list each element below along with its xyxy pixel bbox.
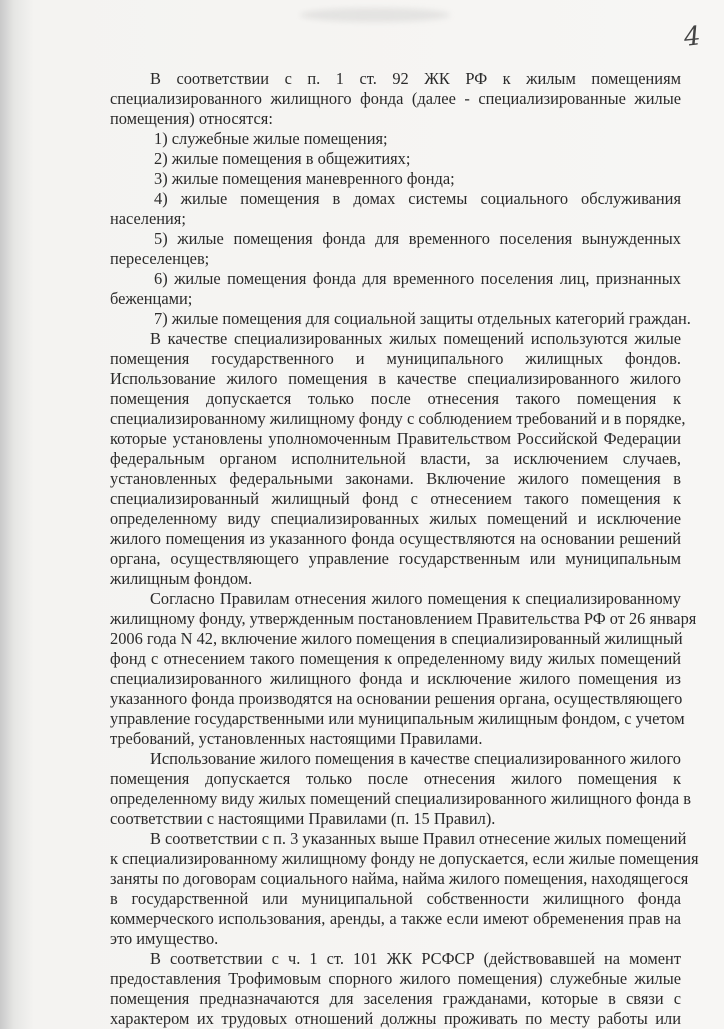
text-line: 2006 года N 42, включение жилого помещения в специализированный жилищный [110,629,683,648]
scan-stain [300,8,450,22]
text-line: указанного фонда производятся на основании решения органа, осуществляющего [110,689,683,708]
list-item [110,229,681,269]
text-line: это имущество. [110,929,219,948]
list-item [110,189,681,229]
text-line: управление государственными или муниципальным жилищным фондом, с учетом [110,709,685,728]
text-line: заняты по договорам социального найма, найма жилого помещения, находящегося [110,869,689,888]
text-line: жилого помещения из указанного фонда осуществляются на основании решений [110,529,681,548]
document-body [110,69,699,1029]
text-line: Использование жилого помещения в качестве специализированного жилого [110,369,681,388]
text-line: к специализированному жилищному фонду не допускается, если жилые помещения [110,849,699,868]
text-line: 6) жилые помещения фонда для временного поселения лиц, признанных [154,269,681,288]
text-line: помещения государственного и муниципального жилищных фондов. [110,349,681,368]
text-line: определенному виду жилых помещений специализированного жилищного фонда в [110,789,692,808]
list-item [110,149,681,169]
text-line: Согласно Правилам отнесения жилого помещения к специализированному [150,589,681,608]
text-line: беженцами; [110,289,193,308]
text-line: 3) жилые помещения маневренного фонда; [154,169,455,188]
list-item [110,129,681,149]
text-line: В соответствии с п. 3 указанных выше Правил отнесение жилых помещений [150,829,687,848]
paragraph [110,749,692,829]
text-line: коммерческого использования, аренды, а также если имеют обременения прав на [110,909,681,928]
text-line: предоставления Трофимовым спорного жилого помещения) служебные жилые [110,969,681,988]
text-line: 5) жилые помещения фонда для временного поселения вынужденных [154,229,681,248]
paragraph [110,329,686,589]
text-line: характером их трудовых отношений должны проживать по месту работы или [110,1009,681,1028]
text-line: которые установлены уполномоченным Правительством Российской Федерации [110,429,681,448]
text-line: специализированному жилищному фонду с соблюдением требований и в порядке, [110,409,686,428]
text-line: помещения предназначаются для заселения гражданами, которые в связи с [110,989,681,1008]
list-item [110,169,681,189]
text-line: соответствии с настоящими Правилами (п. 15 Правил). [110,809,496,828]
text-line: специализированного жилищного фонда и исключение жилого помещения из [110,669,681,688]
text-line: 4) жилые помещения в домах системы социального обслуживания [154,189,681,208]
text-line: помещения допускается только после отнесения такого помещения к [110,389,681,408]
text-line: населения; [110,209,186,228]
text-line: переселенцев; [110,249,210,268]
text-line: требований, установленных настоящими Правилами. [110,729,483,748]
list-item [110,309,691,329]
paragraph [110,949,681,1029]
text-line: федеральным органом исполнительной власти, за исключением случаев, [110,449,681,468]
paragraph [110,589,697,749]
list-item [110,269,681,309]
text-line: установленных федеральными законами. Включение жилого помещения в [110,469,681,488]
text-line: специализированного жилищного фонда (далее - специализированные жилые [110,89,681,108]
text-line: помещения) относятся: [110,109,273,128]
text-line: В качестве специализированных жилых помещений используются жилые [150,329,681,348]
text-line: жилищным фондом. [110,569,253,588]
text-line: определенному виду специализированных жилых помещений и исключение [110,509,681,528]
text-line: жилищному фонду, утвержденным постановлением Правительства РФ от 26 января [110,609,697,628]
paragraph [110,829,699,949]
text-line: 7) жилые помещения для социальной защиты отдельных категорий граждан. [154,309,691,328]
text-line: В соответствии с ч. 1 ст. 101 ЖК РСФСР (действовавшей на момент [150,949,681,968]
text-line: фонд с отнесением такого помещения к определенному виду жилых помещений [110,649,681,668]
text-line: 2) жилые помещения в общежитиях; [154,149,411,168]
paragraph [110,69,681,129]
text-line: специализированный жилищный фонд с отнесением такого помещения к [110,489,681,508]
text-line: в государственной или муниципальной собственности жилищного фонда [110,889,681,908]
text-line: 1) служебные жилые помещения; [154,129,388,148]
text-line: помещения допускается только после отнесения жилого помещения к [110,769,681,788]
text-line: В соответствии с п. 1 ст. 92 ЖК РФ к жилым помещениям [150,69,681,88]
text-line: органа, осуществляющего управление государственным или муниципальным [110,549,681,568]
text-line: Использование жилого помещения в качестве специализированного жилого [150,749,681,768]
handwritten-page-number: 4 [682,21,703,53]
